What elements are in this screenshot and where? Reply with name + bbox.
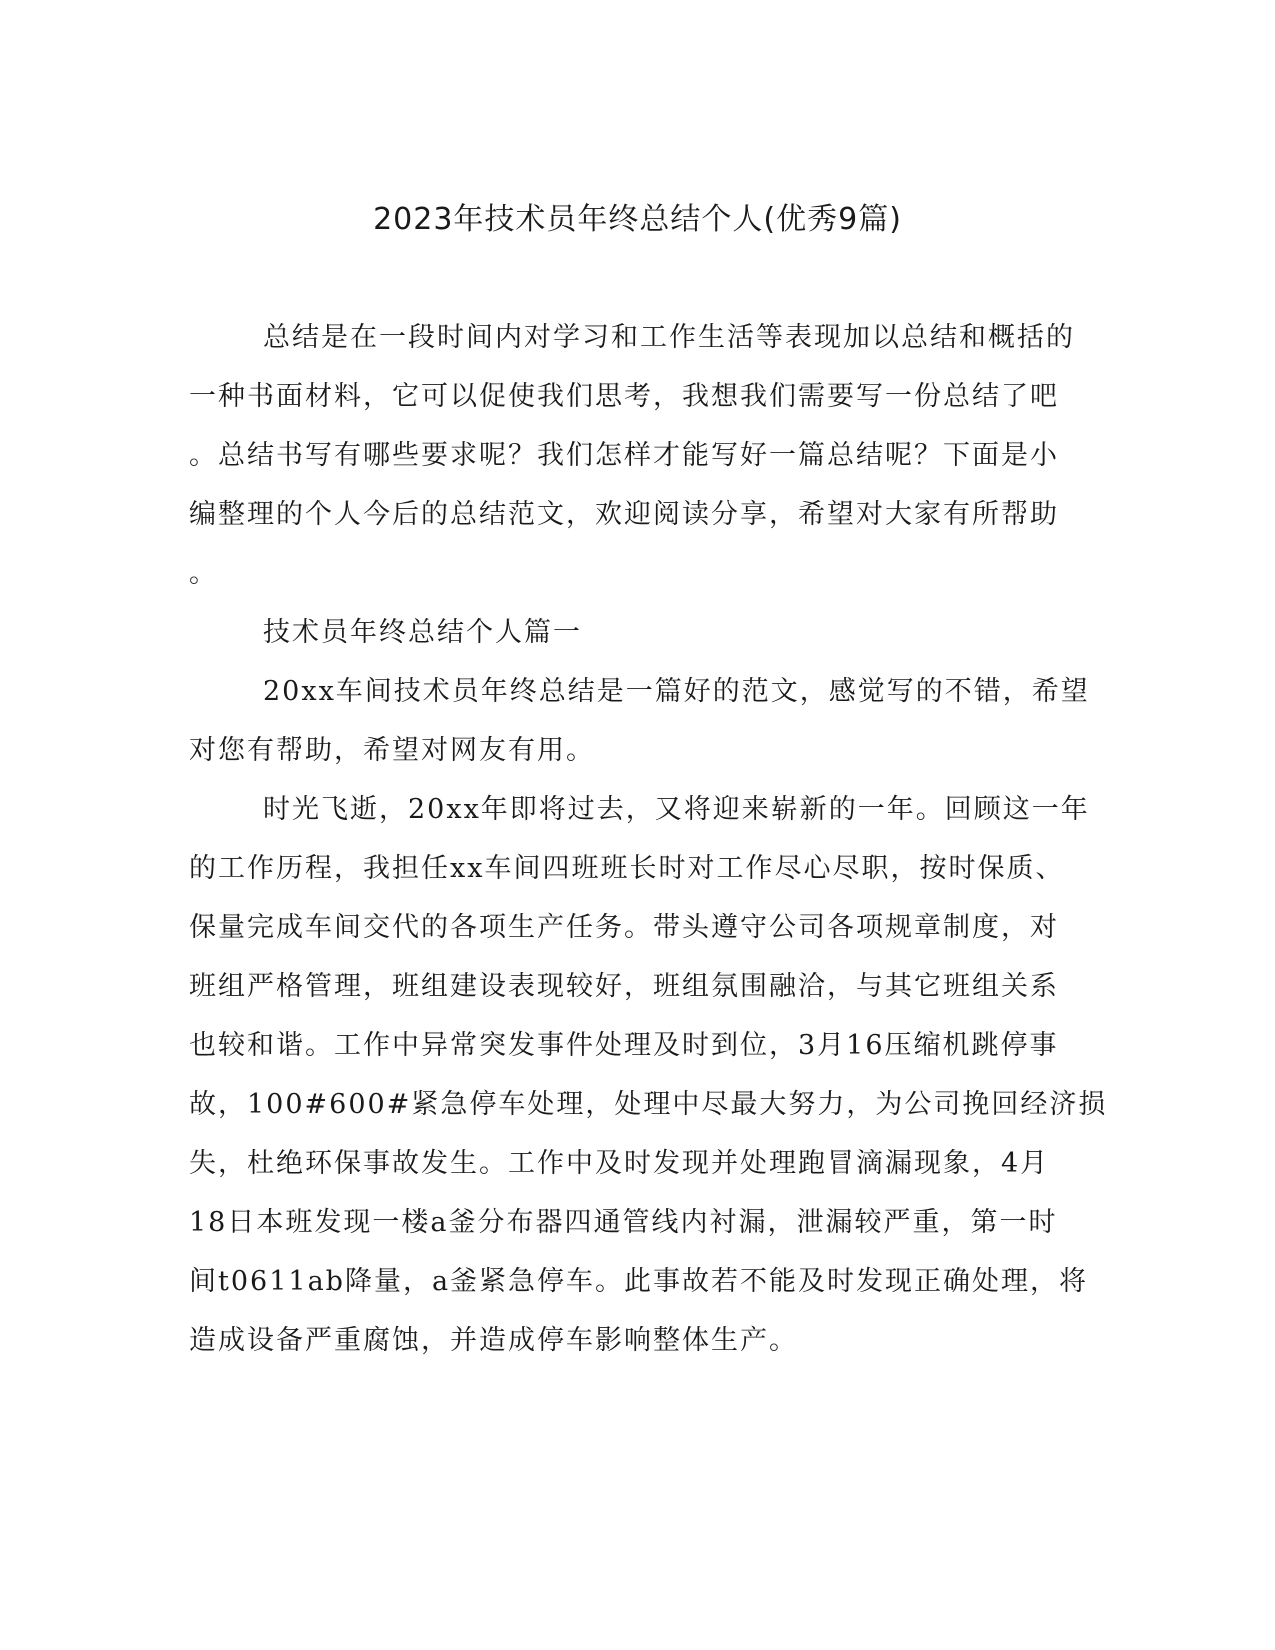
paragraph-line: 。 [189, 558, 218, 589]
paragraph-line: 编整理的个人今后的总结范文，欢迎阅读分享，希望对大家有所帮助 [189, 499, 1059, 530]
paragraph-line: 时光飞逝，20xx年即将过去，又将迎来崭新的一年。回顾这一年 [263, 794, 1090, 825]
paragraph-line: 失，杜绝环保事故发生。工作中及时发现并处理跑冒滴漏现象，4月 [189, 1148, 1050, 1179]
paragraph-line: 间t0611ab降量，a釜紧急停车。此事故若不能及时发现正确处理，将 [189, 1266, 1089, 1297]
paragraph-line: 20xx车间技术员年终总结是一篇好的范文，感觉写的不错，希望 [263, 676, 1090, 707]
paragraph-line: 班组严格管理，班组建设表现较好，班组氛围融洽，与其它班组关系 [189, 971, 1059, 1002]
paragraph-line: 。总结书写有哪些要求呢？我们怎样才能写好一篇总结呢？下面是小 [189, 440, 1059, 471]
paragraph-line: 18日本班发现一楼a釜分布器四通管线内衬漏，泄漏较严重，第一时 [189, 1207, 1058, 1238]
paragraph-line: 也较和谐。工作中异常突发事件处理及时到位，3月16压缩机跳停事 [189, 1030, 1059, 1061]
paragraph-line: 一种书面材料，它可以促使我们思考，我想我们需要写一份总结了吧 [189, 381, 1059, 412]
section-heading: 技术员年终总结个人篇一 [263, 617, 582, 648]
document-title: 2023年技术员年终总结个人(优秀9篇) [373, 202, 902, 237]
paragraph-line: 故，100#600#紧急停车处理，处理中尽最大努力，为公司挽回经济损 [189, 1089, 1108, 1120]
paragraph-line: 的工作历程，我担任xx车间四班班长时对工作尽心尽职，按时保质、 [189, 853, 1065, 884]
paragraph-line: 造成设备严重腐蚀，并造成停车影响整体生产。 [189, 1325, 798, 1356]
paragraph-line: 对您有帮助，希望对网友有用。 [189, 735, 595, 766]
paragraph-line: 保量完成车间交代的各项生产任务。带头遵守公司各项规章制度，对 [189, 912, 1059, 943]
paragraph-line: 总结是在一段时间内对学习和工作生活等表现加以总结和概括的 [263, 322, 1075, 353]
